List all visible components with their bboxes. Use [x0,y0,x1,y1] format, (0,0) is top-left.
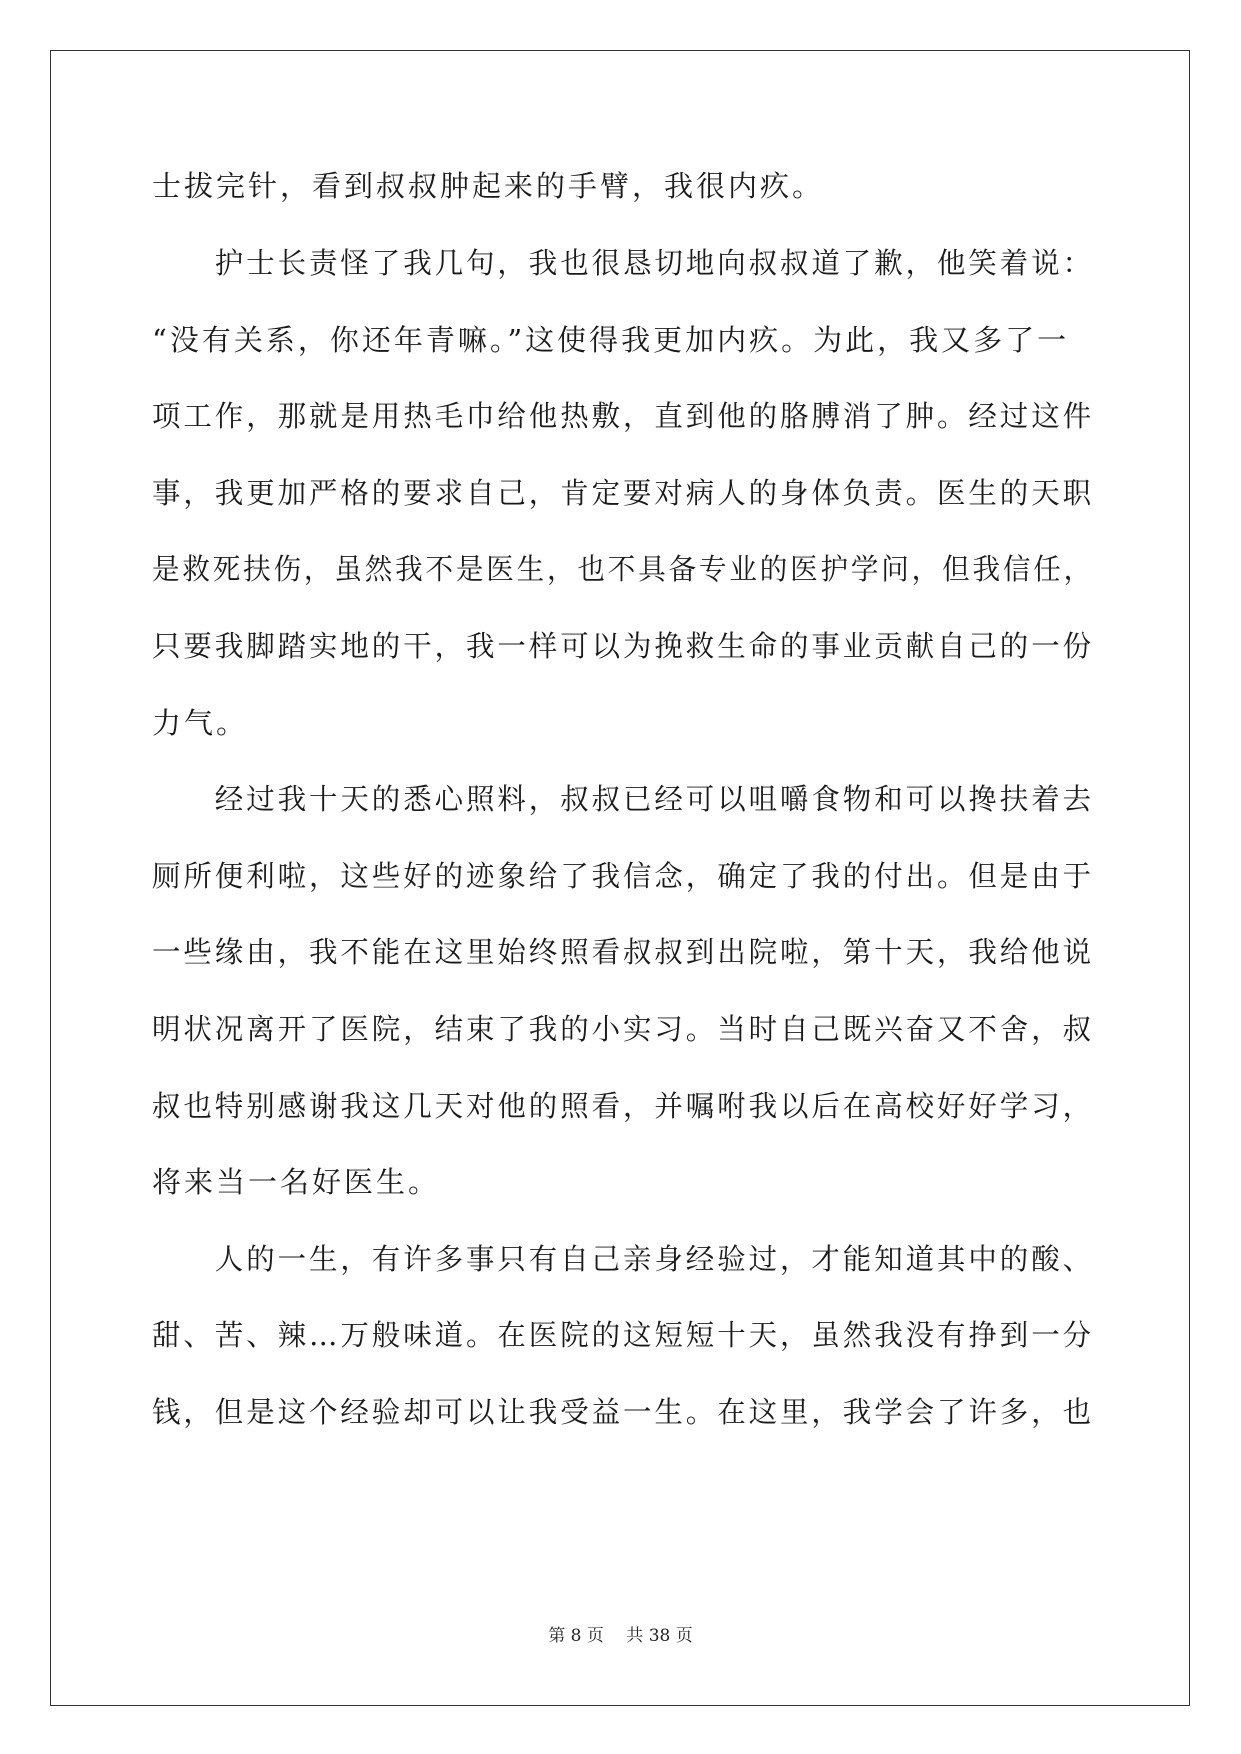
text-line: 力气。 [152,706,249,740]
text-line: 明状况离开了医院，结束了我的小实习。当时自己既兴奋又不舍，叔 [152,1012,1095,1046]
text-line: “没有关系，你还年青嘛。”这使得我更加内疚。为此，我又多了一 [152,323,1070,357]
text-line: 护士长责怪了我几句，我也很恳切地向叔叔道了歉，他笑着说： [152,246,1095,280]
text-line: 人的一生，有许多事只有自己亲身经验过，才能知道其中的酸、 [152,1242,1095,1276]
text-line: 只要我脚踏实地的干，我一样可以为挽救生命的事业贡献自己的一份 [152,629,1095,663]
text-line: 一些缘由，我不能在这里始终照看叔叔到出院啦，第十天，我给他说 [152,935,1095,969]
page-footer [0,1624,1241,1648]
text-line: 项工作，那就是用热毛巾给他热敷，直到他的胳膊消了肿。经过这件 [152,399,1095,433]
text-line: 是救死扶伤，虽然我不是医生，也不具备专业的医护学问，但我信任， [152,552,1095,586]
text-line: 事，我更加严格的要求自己，肯定要对病人的身体负责。医生的天职 [152,476,1095,510]
text-line: 叔也特别感谢我这几天对他的照看，并嘱咐我以后在高校好好学习， [152,1089,1095,1123]
text-line: 士拔完针，看到叔叔肿起来的手臂，我很内疚。 [152,169,825,203]
text-line: 将来当一名好医生。 [152,1165,441,1199]
text-line: 经过我十天的悉心照料，叔叔已经可以咀嚼食物和可以搀扶着去 [152,782,1095,816]
text-line: 钱，但是这个经验却可以让我受益一生。在这里，我学会了许多，也 [152,1395,1095,1429]
page-number: 第 8 页 共 38 页 [548,1626,693,1646]
text-line: 厕所便利啦，这些好的迹象给了我信念，确定了我的付出。但是由于 [152,859,1095,893]
text-line: 甜、苦、辣…万般味道。在医院的这短短十天，虽然我没有挣到一分 [152,1318,1095,1352]
